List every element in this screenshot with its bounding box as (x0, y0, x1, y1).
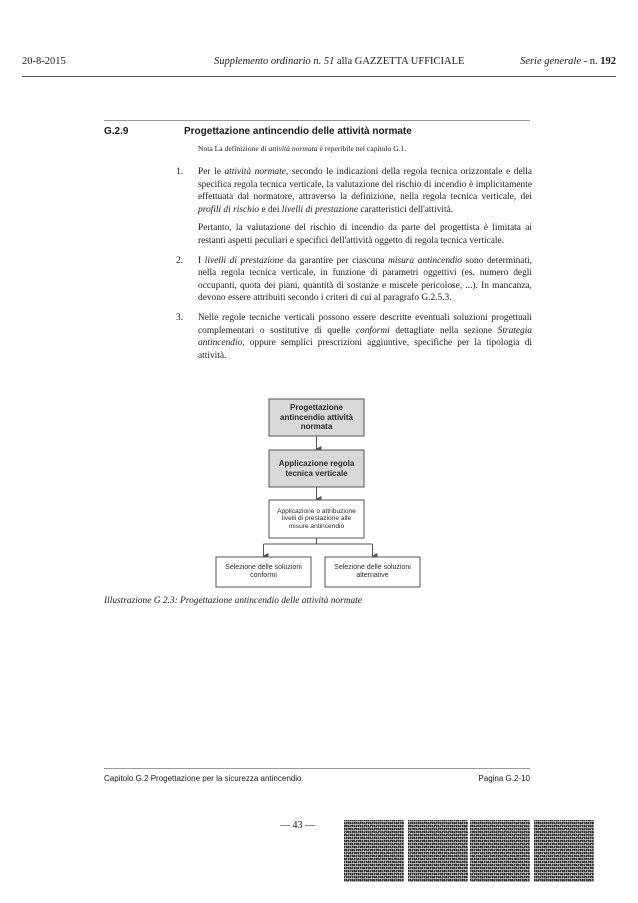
flow-label-4: Selezione delle soluzioni conformi (225, 563, 302, 579)
flow-label-5: Selezione delle soluzioni alternative (334, 563, 411, 579)
note-text-pre: Nota La definizione di (198, 144, 269, 153)
text-run: Per le (198, 167, 225, 177)
security-pattern-1 (344, 820, 404, 882)
section-content (176, 143, 532, 369)
security-pattern-3 (470, 820, 530, 882)
text-run: I (198, 255, 205, 266)
masthead-rule (22, 76, 616, 77)
list-item (176, 255, 532, 305)
flowchart (210, 392, 442, 594)
flow-label-1: Progettazione antincendio attività normata (280, 403, 353, 432)
term: attività normate (224, 167, 286, 177)
security-pattern-2 (408, 820, 468, 882)
series-label: Serie generale (520, 56, 581, 67)
section-title: Progettazione antincendio delle attività normate (184, 126, 412, 137)
text-run: Nelle regole tecniche verticali possono essere descritte eventuali soluzioni progettuali complementari o sostitutive di quelle (198, 312, 532, 336)
item-paragraph (198, 255, 532, 305)
section-rule (104, 120, 530, 121)
item-paragraph (198, 166, 532, 216)
list-item (176, 312, 532, 362)
series-info (520, 56, 616, 67)
series-separator: - n. (581, 56, 601, 67)
note-text-post: è reperibile nel capitolo G.1. (317, 144, 407, 153)
text-run: , oppure semplici prescrizioni aggiuntive, specifiche per la tipologia di attività. (198, 338, 532, 361)
item-paragraph: Pertanto, la valutazione del rischio di incendio da parte del progettista è limitata ai restanti aspetti peculiari e specifici dell'attività oggetto di regola tecnica verticale. (198, 223, 532, 246)
term: conformi (355, 325, 390, 336)
item-number: 1. (176, 167, 184, 177)
footer-chapter: Capitolo G.2 Progettazione per la sicurezza antincendio (104, 774, 302, 783)
figure-caption: Illustrazione G 2.3: Progettazione antincendio delle attività normate (104, 596, 362, 606)
issue-date: 20-8-2015 (22, 56, 66, 67)
item-number: 2. (176, 255, 184, 266)
term: livelli di prestazione (204, 255, 284, 266)
page-number: — 43 — (280, 820, 315, 831)
flow-label-3: Applicazione o attribuzione livelli di prestazione alle misure antincendio (277, 507, 356, 530)
text-run: e dei (259, 204, 282, 215)
term: profili di rischio (198, 204, 260, 215)
item-body (198, 312, 532, 362)
flow-label-2: Applicazione regola tecnica verticale (278, 458, 355, 478)
masthead (22, 56, 616, 72)
item-number: 3. (176, 312, 184, 323)
gazette-name: alla GAZZETTA UFFICIALE (334, 56, 465, 67)
text-run: dettagliate nella sezione (389, 325, 498, 336)
supplement-number: Supplemento ordinario n. 51 (214, 56, 335, 67)
text-run: sono determinati, nella regola tecnica verticale, in funzione di parametri oggettivi (es. numero degli occupanti, quota dei piani, quantità di sostanze e miscele pericolose, ...). In mancanza, devono essere attribuiti secondo i criteri di cui al paragrafo G.2.5.3. (198, 255, 532, 304)
term: misura antincendio (388, 255, 462, 266)
note-term: attività normata (268, 144, 318, 153)
security-pattern-4 (534, 820, 594, 882)
item-paragraph (198, 312, 532, 362)
list-item (176, 166, 532, 248)
text-run: , secondo le indicazioni della regola tecnica orizzontale e della specifica regola tecnica verticale, la valutazione del rischio di incendio è implicitamente effettuata dal normatore, attraverso la definizione, nella regola tecnica verticale, dei (198, 167, 532, 203)
term: livelli di prestazione (281, 204, 358, 215)
footer-page: Pagina G.2-10 (478, 774, 530, 783)
text-run: caratteristici dell'attività. (358, 204, 454, 215)
text-run: da garantire per ciascuna (283, 255, 389, 266)
supplement-title (214, 56, 464, 67)
footer-rule (104, 768, 530, 769)
term: Strategia antincendio (198, 325, 532, 349)
note (198, 143, 532, 154)
section-code: G.2.9 (104, 126, 129, 137)
series-number: 192 (600, 56, 616, 67)
item-body (198, 166, 532, 248)
item-body (198, 255, 532, 305)
